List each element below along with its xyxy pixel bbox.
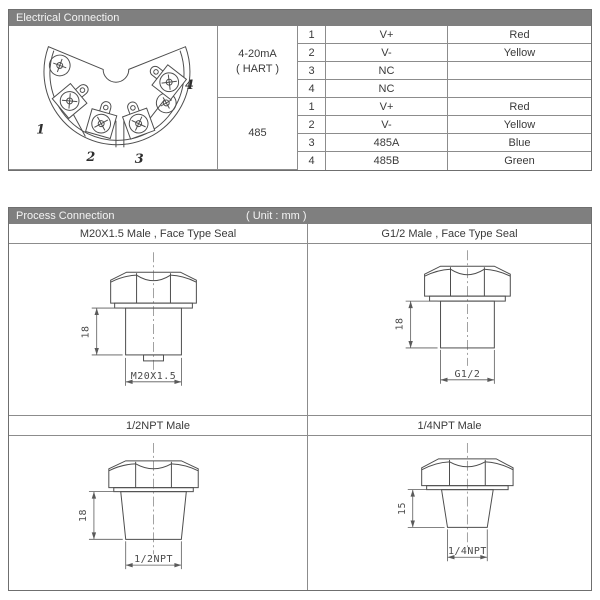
wire-color-cell: Blue: [448, 134, 591, 152]
wire-color-cell: Red: [448, 26, 591, 44]
divider-line: [150, 100, 164, 118]
pin-cell: 2: [298, 116, 326, 134]
process-connection-table: [8, 207, 592, 591]
signal-cell: 485A: [326, 134, 448, 152]
wire-color-cell: [448, 80, 591, 98]
electrical-connection-table: [8, 9, 592, 171]
fitting-drawing-12npt: [9, 437, 307, 590]
pin-cell: 4: [298, 152, 326, 170]
electrical-section-title: Electrical Connection: [16, 12, 120, 24]
terminal-label-1: 1: [36, 122, 45, 138]
signal-cell: NC: [326, 62, 448, 80]
fitting-drawing-g12: [308, 244, 591, 415]
wire-color-cell: Yellow: [448, 44, 591, 62]
wire-color-cell: Red: [448, 98, 591, 116]
fitting-title-14npt: 1/4NPT Male: [308, 416, 591, 436]
terminal-1-icon: [52, 77, 95, 119]
fitting-drawing-cell: [9, 244, 308, 416]
length-dim-label: 18: [394, 317, 406, 331]
group-name-line2: ( HART ): [236, 62, 279, 75]
terminal-2-icon: [86, 98, 120, 138]
length-dim-label: 15: [396, 501, 408, 515]
process-section-header: [9, 208, 591, 224]
unit-note: ( Unit : mm ): [246, 210, 307, 222]
signal-cell: V+: [326, 98, 448, 116]
fitting-title-12npt: 1/2NPT Male: [9, 416, 308, 436]
fitting-title-g12: G1/2 Male , Face Type Seal: [308, 224, 591, 244]
signal-cell: NC: [326, 80, 448, 98]
terminal-diagram: [15, 26, 211, 169]
signal-cell: V+: [326, 26, 448, 44]
wire-color-cell: Green: [504, 155, 535, 167]
process-grid: [9, 224, 591, 590]
pin-cell: 3: [298, 62, 326, 80]
electrical-section-header: [9, 10, 591, 26]
group-name: 4-20mA: [238, 47, 277, 60]
pin-cell: 1: [298, 98, 326, 116]
pin-cell: 1: [298, 26, 326, 44]
fitting-drawing-cell: [9, 436, 308, 590]
thread-dim-label: 1/4NPT: [447, 545, 487, 557]
signal-cell: V-: [326, 44, 448, 62]
process-section-title: Process Connection: [16, 210, 115, 222]
fitting-drawing-m20: [9, 244, 307, 415]
terminal-label-2: 2: [86, 150, 96, 166]
length-dim-label: 18: [80, 325, 92, 339]
pin-cell: 3: [298, 134, 326, 152]
wire-color-cell: [448, 62, 591, 80]
length-dim-label: 18: [77, 508, 89, 522]
thread-dim-label: 1/2NPT: [134, 553, 173, 565]
thread-dim-label: M20X1.5: [130, 370, 177, 382]
fitting-drawing-14npt: [308, 437, 591, 590]
signal-cell: V-: [326, 116, 448, 134]
fitting-drawing-cell: [308, 244, 591, 416]
pin-cell: 4: [298, 80, 326, 98]
fitting-title-m20: M20X1.5 Male , Face Type Seal: [9, 224, 308, 244]
thread-dim-label: G1/2: [454, 368, 481, 380]
signal-cell: 485B: [326, 152, 448, 170]
terminal-diagram-cell: [9, 26, 218, 170]
group-name: 485: [248, 127, 267, 139]
wire-color-cell: Yellow: [448, 116, 591, 134]
terminal-4-icon: [143, 58, 186, 99]
pin-cell: 2: [298, 44, 326, 62]
terminal-label-3: 3: [134, 152, 144, 168]
fitting-drawing-cell: [308, 436, 591, 590]
terminal-label-4: 4: [184, 78, 194, 94]
group-label-485: [218, 98, 298, 170]
group-label-4-20ma: [218, 26, 298, 98]
electrical-grid: [9, 26, 591, 170]
